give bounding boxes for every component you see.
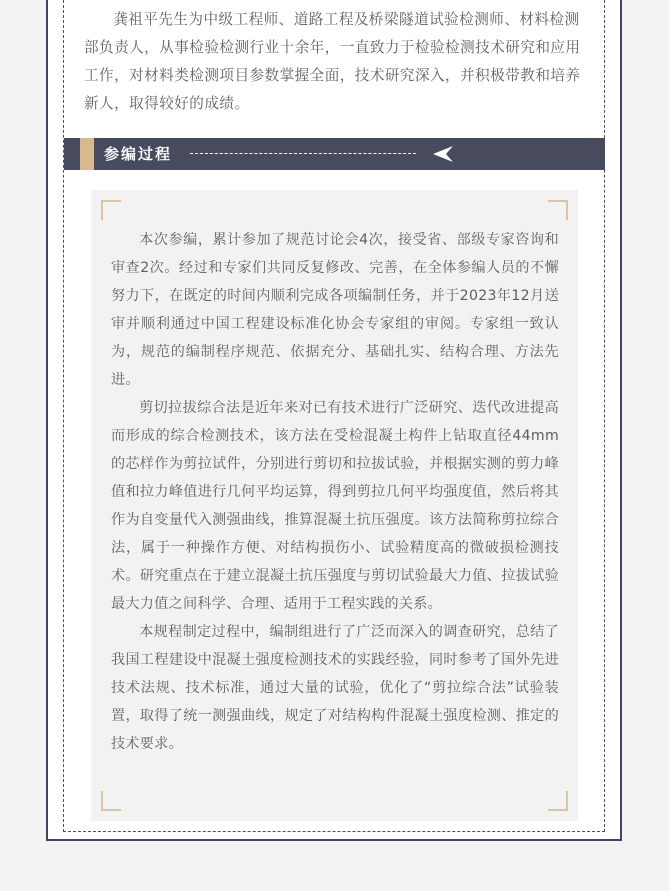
- corner-top-left-decoration: [101, 200, 121, 220]
- section-dotted-line: [190, 153, 416, 154]
- section-title: 参编过程: [104, 145, 173, 163]
- content-paragraph: 本规程制定过程中，编制组进行了广泛而深入的调查研究，总结了我国工程建设中混凝土强度检测技术的实践经验，同时参考了国外先进技术法规、技术标准，通过大量的试验，优化了“剪拉综合法”试验装置，取得了统一测强曲线，规定了对结构构件混凝土强度检测、推定的技术要求。: [111, 624, 559, 752]
- content-paragraph: 本次参编，累计参加了规范讨论会4次，接受省、部级专家咨询和审查2次。经过和专家们共同反复修改、完善，在全体参编人员的不懈努力下，在既定的时间内顺利完成各项编制任务，并于2023年12月送审并顺利通过中国工程建设标准化协会专家组的审阅。专家组一致认为，规范的编制程序规范、依据充分、基础扎实、结构合理、方法先进。: [111, 232, 559, 388]
- content-body: [111, 226, 559, 758]
- corner-bottom-right-decoration: [548, 791, 568, 811]
- corner-top-right-decoration: [548, 200, 568, 220]
- section-accent-block: [80, 138, 94, 170]
- intro-paragraph: 龚祖平先生为中级工程师、道路工程及桥梁隧道试验检测师、材料检测部负责人，从事检验检测行业十余年，一直致力于检验检测技术研究和应用工作，对材料类检测项目参数掌握全面，技术研究深入，并积极带教和培养新人，取得较好的成绩。: [84, 11, 581, 112]
- corner-bottom-left-decoration: [101, 791, 121, 811]
- content-paragraph: 剪切拉拔综合法是近年来对已有技术进行广泛研究、迭代改进提高而形成的综合检测技术，该方法在受检混凝土构件上钻取直径44mm的芯样作为剪拉试件，分别进行剪切和拉拔试验，并根据实测的剪力峰值和拉力峰值进行几何平均运算，得到剪拉几何平均强度值，然后将其作为自变量代入测强曲线，推算混凝土抗压强度。该方法简称剪拉综合法，属于一种操作方便、对结构损伤小、试验精度高的微破损检测技术。研究重点在于建立混凝土抗压强度与剪切试验最大力值、拉拔试验最大力值之间科学、合理、适用于工程实践的关系。: [111, 400, 559, 612]
- section-header-bar: [64, 138, 605, 170]
- content-card: [91, 190, 578, 821]
- arrow-left-icon: [432, 145, 454, 163]
